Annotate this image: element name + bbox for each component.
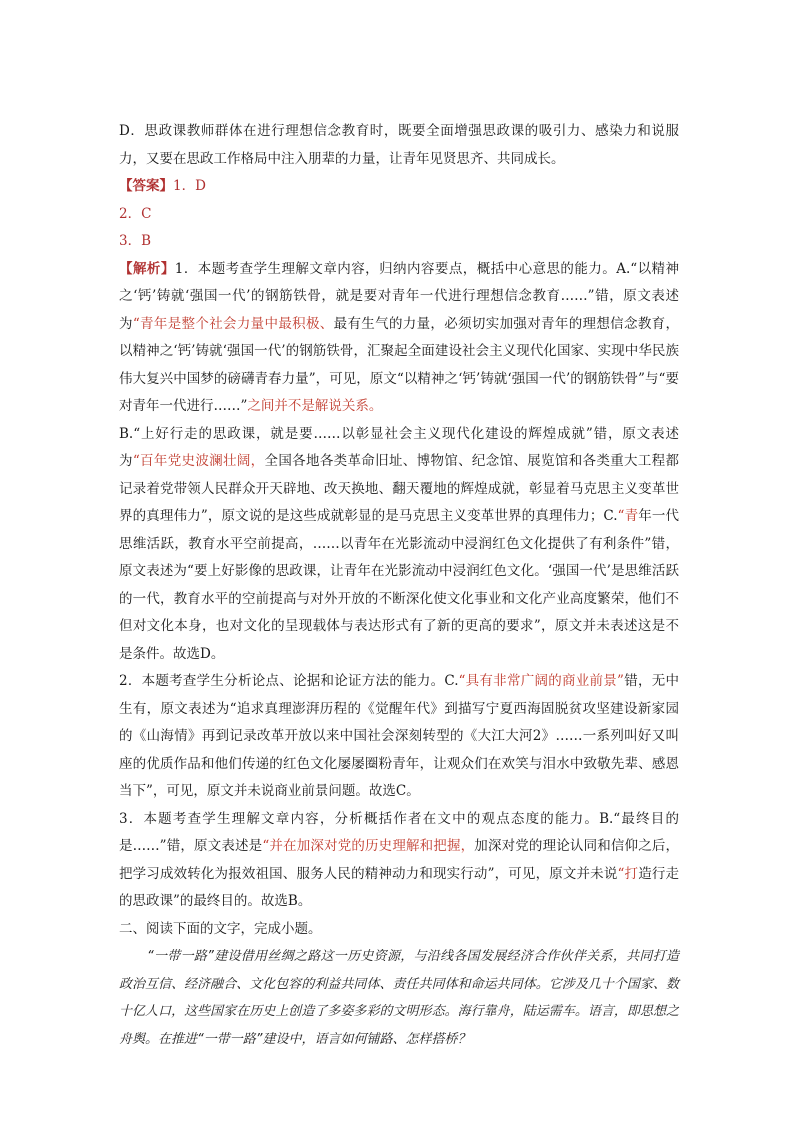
document-body [119,118,679,1053]
analysis-q1-bc: B.“上好行走的思政课，就是要……以彰显社会主义现代化建设的辉煌成就”错，原文表述为“百年党史波澜壮阔，全国各地各类革命旧址、博物馆、纪念馆、展览馆和各类重大工程都记录着党带领人民群众开天辟地、改天换地、翻天覆地的辉煌成就，彰显着马克思主义变革世界的真理伟力”，原文说的是这些成就彰显的是马克思主义变革世界的真理伟力；C.“青年一代思维活跃，教育水平空前提高，……以青年在光影流动中浸润红色文化提供了有利条件”错，原文表述为“要上好影像的思政课，让青年在光影流动中浸润红色文化。‘强国一代’是思维活跃的一代，教育水平的空前提高与对外开放的不断深化使文化事业和文化产业高度繁荣，他们不但对文化本身，也对文化的呈现载体与表达形式有了新的更高的要求”，原文并未表述这是不是条件。故选D。 [119,425,680,662]
option-d: D．思政课教师群体在进行理想信念教育时，既要全面增强思政课的吸引力、感染力和说服力，又要在思政工作格局中注入朋辈的力量，让青年见贤思齐、共同成长。 [119,123,679,167]
answer-line-1 [119,173,679,201]
analysis-q2: 2．本题考查学生分析论点、论据和论证方法的能力。C.“具有非常广阔的商业前景”错，无中生有，原文表述为“追求真理澎湃历程的《觉醒年代》到描写宁夏西海固脱贫攻坚建设新家园的《山海情》再到记录改革开放以来中国社会深刻转型的《大江大河2》……一系列叫好又叫座的优质作品和他们传递的红色文化屡屡圈粉青年，让观众们在欢笑与泪水中致敬先辈、感恩当下”，可见，原文并未说商业前景问题。故选C。 [119,673,679,799]
answer-3: 3．B [119,233,152,249]
answer-2: 2．C [119,205,152,222]
analysis-q3: 3．本题考查学生理解文章内容，分析概括作者在文中的观点态度的能力。B.“最终目的是……”错，原文表述是“并在加深对党的历史理解和把握，加深对党的理论认同和信仰之后，把学习成效转化为报效祖国、服务人民的精神动力和现实行动”，可见，原文并未说“打造行走的思政课”的最终目的。故选B。 [119,810,680,909]
analysis-q1: 【解析】1．本题考查学生理解文章内容，归纳内容要点，概括中心意思的能力。A.“以精神之‘钙’铸就‘强国一代’的钢筋铁骨，就是要对青年一代进行理想信念教育……”错，原文表述为“青年是整个社会力量中最积极、最有生气的力量，必须切实加强对青年的理想信念教育，以精神之‘钙’铸就‘强国一代’的钢筋铁骨，汇聚起全面建设社会主义现代化国家、实现中华民族伟大复兴中国梦的磅礴青春力量”，可见，原文“以精神之‘钙’铸就‘强国一代’的钢筋铁骨”与“要对青年一代进行……”之间并不是解说关系。 [119,260,680,414]
section-2-heading: 二、阅读下面的文字，完成小题。 [119,920,322,937]
answer-1: 1．D [173,178,206,194]
answer-label: 【答案】 [119,178,173,194]
analysis-label: 【解析】 [119,260,175,277]
reading-passage: “一带一路”建设借用丝绸之路这一历史资源，与沿线各国发展经济合作伙伴关系，共同打造政治互信、经济融合、文化包容的利益共同体、责任共同体和命运共同体。它涉及几十个国家、数十亿人口，这些国家在历史上创造了多姿多彩的文明形态。海行靠舟，陆运需车。语言，即思想之舟舆。在推进“一带一路”建设中，语言如何铺路、怎样搭桥？ [119,949,679,1047]
